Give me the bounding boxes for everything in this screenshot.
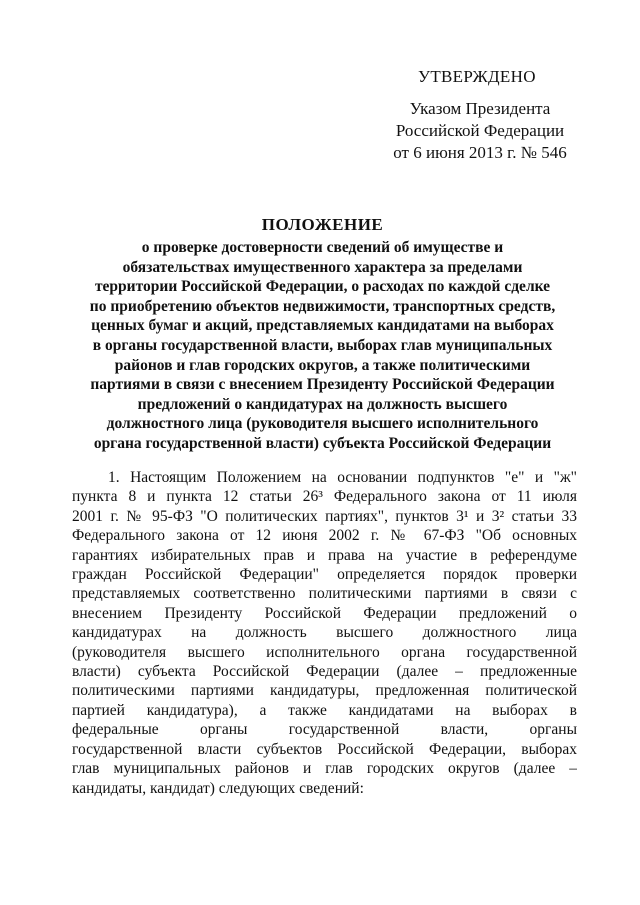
body-line: пункта 8 и пункта 12 статьи 26³ Федерального закона от 11 июля [72,488,577,506]
body-line: федеральные органы государственной власти, органы [72,721,577,739]
subtitle-line: о проверке достоверности сведений об имуществе и [141,239,504,256]
subtitle-line: обязательствах имущественного характера за пределами [122,258,523,276]
body-line: гарантиях избирательных прав и права на участие в референдуме [72,546,577,564]
body-line: 2001 г. № 95-ФЗ "О политических партиях", пунктов 3¹ и 3² статьи 33 [72,507,577,525]
body-line: Федерального закона от 12 июня 2002 г. № 67-ФЗ "Об основных [72,527,577,545]
approval-stamp: УТВЕРЖДЕНО [418,67,536,86]
body-line: политическими партиями кандидатуры, предложенная политической [72,682,577,700]
body-line: граждан Российской Федерации" определяется порядок проверки [72,566,577,584]
body-line: партией кандидатура), а также кандидатами на выборах в [72,701,577,719]
approval-line: от 6 июня 2013 г. № 546 [393,143,567,162]
subtitle-line: по приобретению объектов недвижимости, транспортных средств, [89,297,556,315]
approval-block [380,66,580,164]
subtitle-line: предложений о кандидатурах на должность высшего [137,395,508,413]
title-block [60,214,585,454]
body-line: (руководителя высшего исполнительного органа государственной [72,643,577,661]
subtitle-line: территории Российской Федерации, о расходах по каждой сделке [94,278,551,296]
subtitle-line: должностного лица (руководителя высшего исполнительного [106,415,539,433]
subtitle-line: районов и глав городских округов, а также политическими [114,356,531,374]
body-line: кандидаты, кандидат) следующих сведений: [72,779,364,797]
subtitle-line: ценных бумаг и акций, представляемых кандидатами на выборах [91,317,554,335]
document-title: ПОЛОЖЕНИЕ [261,215,384,234]
subtitle-line: партиями в связи с внесением Президенту Российской Федерации [90,376,555,394]
body-line: глав муниципальных районов и глав городских округов (далее – [72,760,577,778]
body-line: государственной власти субъектов Российской Федерации, выборах [72,740,577,758]
subtitle-line: в органы государственной власти, выборах глав муниципальных [92,336,553,354]
subtitle-line: органа государственной власти) субъекта Российской Федерации [93,434,552,452]
approval-line: Указом Президента [409,99,551,118]
body-line: внесением Президенту Российской Федерации предложений о [72,604,577,622]
approval-line: Российской Федерации [395,121,565,140]
body-line: представляемых соответственно политическими партиями в связи с [72,585,577,603]
paragraph-1 [72,468,577,798]
body-line: кандидатурах на должность высшего должностного лица [72,624,577,642]
body-line: 1. Настоящим Положением на основании подпунктов "е" и "ж" [108,469,577,486]
body-line: власти) субъекта Российской Федерации (далее – предложенные [72,663,577,681]
